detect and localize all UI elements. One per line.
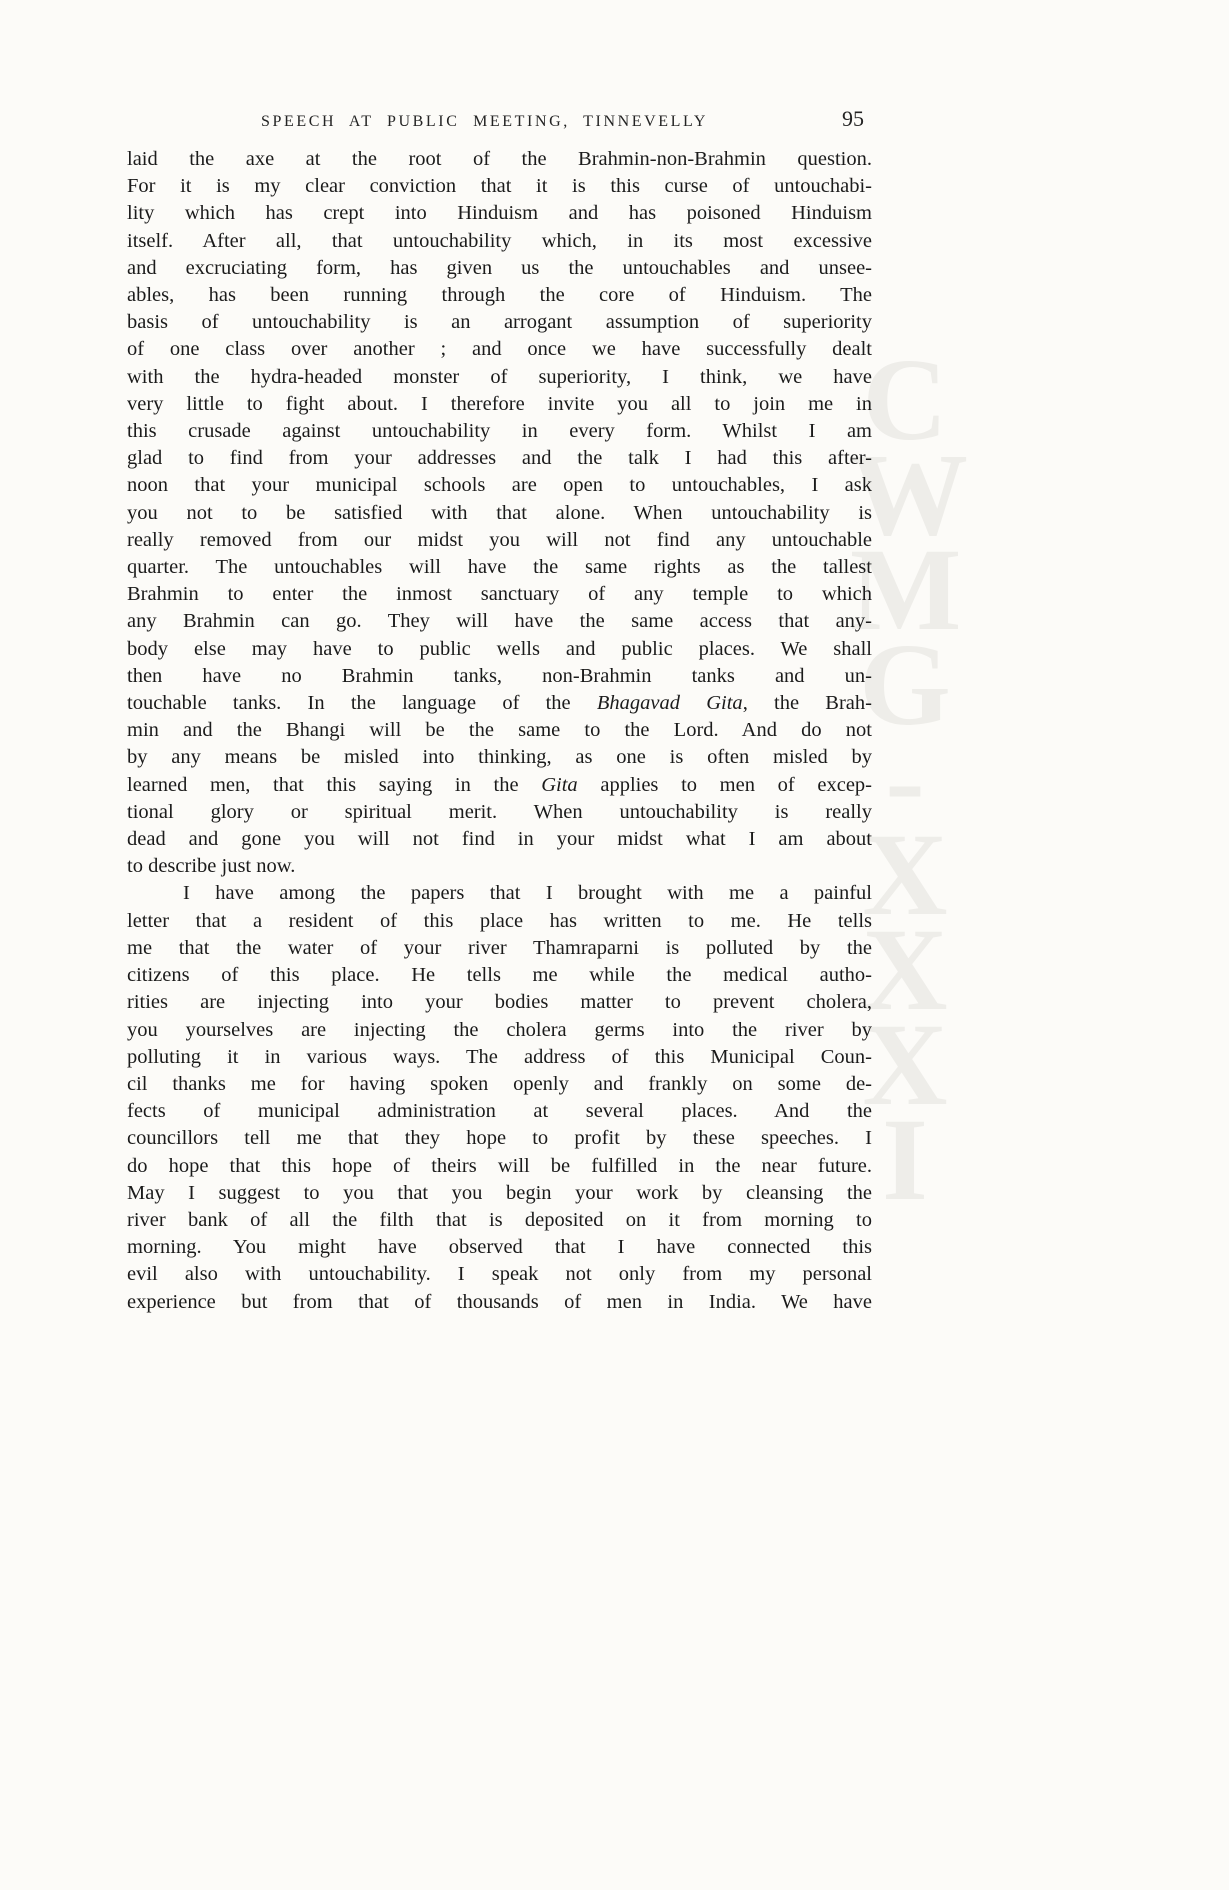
text-segment: this crusade against untouchability in every form. Whilst I am bbox=[127, 420, 872, 443]
watermark-letter: I bbox=[882, 1094, 928, 1225]
text-segment: morning. You might have observed that I have connected this bbox=[127, 1236, 872, 1259]
watermark-letter: X bbox=[862, 809, 948, 940]
text-line bbox=[127, 1071, 872, 1098]
text-line bbox=[127, 1207, 872, 1234]
page-number: 95 bbox=[842, 106, 864, 131]
text-segment: of one class over another ; and once we have successfully dealt bbox=[127, 338, 872, 361]
text-line bbox=[127, 1261, 872, 1288]
text-segment: quarter. The untouchables will have the same rights as the tallest bbox=[127, 556, 872, 579]
text-line bbox=[127, 799, 872, 826]
text-line bbox=[127, 364, 872, 391]
text-line bbox=[127, 663, 872, 690]
text-segment: councillors tell me that they hope to profit by these speeches. I bbox=[127, 1127, 872, 1150]
text-line bbox=[127, 880, 872, 907]
text-line bbox=[127, 608, 872, 635]
watermark-letter: X bbox=[862, 904, 948, 1035]
text-segment: to describe just now. bbox=[127, 855, 296, 878]
text-line bbox=[127, 282, 872, 309]
text-line bbox=[127, 690, 872, 717]
text-line bbox=[127, 935, 872, 962]
italic-text: Bhagavad Gita bbox=[596, 692, 743, 715]
text-line bbox=[127, 472, 872, 499]
text-segment: cil thanks me for having spoken openly and frankly on some de- bbox=[127, 1072, 872, 1095]
text-segment: itself. After all, that untouchability which, in its most excessive bbox=[127, 229, 872, 252]
text-segment: any Brahmin can go. They will have the same access that any- bbox=[127, 610, 872, 633]
text-segment: do hope that this hope of theirs will be fulfilled in the near future. bbox=[127, 1154, 872, 1177]
text-line bbox=[127, 1098, 872, 1125]
text-segment: by any means be misled into thinking, as one is often misled by bbox=[127, 746, 872, 769]
text-line bbox=[127, 908, 872, 935]
text-segment: me that the water of your river Thamraparni is polluted by the bbox=[127, 936, 872, 959]
text-line bbox=[127, 173, 872, 200]
text-line bbox=[127, 1180, 872, 1207]
text-segment: , the Brah- bbox=[742, 692, 872, 715]
text-line bbox=[127, 826, 872, 853]
text-segment: touchable tanks. In the language of the bbox=[127, 692, 597, 715]
watermark-letter: G bbox=[859, 619, 951, 750]
text-segment: learned men, that this saying in the bbox=[127, 773, 542, 796]
text-segment: Brahmin to enter the inmost sanctuary of any temple to which bbox=[127, 583, 872, 606]
text-line bbox=[127, 200, 872, 227]
text-segment: with the hydra-headed monster of superiority, I think, we have bbox=[127, 365, 872, 388]
text-line bbox=[127, 146, 872, 173]
text-line bbox=[127, 1017, 872, 1044]
paragraph bbox=[127, 880, 872, 1315]
text-segment: then have no Brahmin tanks, non-Brahmin tanks and un- bbox=[127, 664, 872, 687]
text-line bbox=[127, 309, 872, 336]
page-header bbox=[127, 106, 872, 140]
text-line bbox=[127, 989, 872, 1016]
text-line bbox=[127, 853, 872, 880]
text-segment: very little to fight about. I therefore invite you all to join me in bbox=[127, 392, 872, 415]
text-segment: lity which has crept into Hinduism and has poisoned Hinduism bbox=[127, 202, 872, 225]
text-line bbox=[127, 581, 872, 608]
text-segment: min and the Bhangi will be the same to the Lord. And do not bbox=[127, 719, 872, 742]
text-segment: evil also with untouchability. I speak not only from my personal bbox=[127, 1263, 872, 1286]
text-line bbox=[127, 1153, 872, 1180]
text-segment: tional glory or spiritual merit. When untouchability is really bbox=[127, 800, 872, 823]
text-line bbox=[127, 418, 872, 445]
watermark-letter: - bbox=[885, 714, 925, 845]
text-line bbox=[127, 228, 872, 255]
text-line bbox=[127, 744, 872, 771]
italic-text: Gita bbox=[541, 773, 578, 796]
text-segment: letter that a resident of this place has written to me. He tells bbox=[127, 909, 872, 932]
text-segment: polluting it in various ways. The address of this Municipal Coun- bbox=[127, 1045, 872, 1068]
text-line bbox=[127, 962, 872, 989]
text-line bbox=[127, 255, 872, 282]
text-segment: ables, has been running through the core of Hinduism. The bbox=[127, 284, 872, 307]
text-line bbox=[127, 1044, 872, 1071]
page-body bbox=[127, 146, 872, 1316]
text-line bbox=[127, 772, 872, 799]
text-segment: For it is my clear conviction that it is this curse of untouchabi- bbox=[127, 175, 872, 198]
text-line bbox=[127, 336, 872, 363]
watermark-letter: C bbox=[862, 334, 948, 465]
text-segment: dead and gone you will not find in your midst what I am about bbox=[127, 828, 872, 851]
text-line bbox=[127, 1234, 872, 1261]
text-segment: citizens of this place. He tells me while the medical autho- bbox=[127, 964, 872, 987]
text-segment: really removed from our midst you will not find any untouchable bbox=[127, 528, 872, 551]
text-line bbox=[127, 636, 872, 663]
text-segment: glad to find from your addresses and the talk I had this after- bbox=[127, 447, 872, 470]
text-line bbox=[127, 500, 872, 527]
text-line bbox=[127, 445, 872, 472]
text-line bbox=[127, 1125, 872, 1152]
text-segment: you yourselves are injecting the cholera germs into the river by bbox=[127, 1018, 872, 1041]
text-segment: fects of municipal administration at several places. And the bbox=[127, 1100, 872, 1123]
text-segment: basis of untouchability is an arrogant assumption of superiority bbox=[127, 311, 872, 334]
text-line bbox=[127, 717, 872, 744]
text-segment: May I suggest to you that you begin your work by cleansing the bbox=[127, 1181, 872, 1204]
text-segment: river bank of all the filth that is deposited on it from morning to bbox=[127, 1208, 872, 1231]
text-line bbox=[127, 554, 872, 581]
watermark-letter: W bbox=[850, 429, 968, 560]
text-segment: and excruciating form, has given us the untouchables and unsee- bbox=[127, 256, 872, 279]
text-segment: noon that your municipal schools are open to untouchables, I ask bbox=[127, 474, 872, 497]
paragraph bbox=[127, 146, 872, 880]
text-segment: rities are injecting into your bodies matter to prevent cholera, bbox=[127, 991, 872, 1014]
running-title: SPEECH AT PUBLIC MEETING, TINNEVELLY bbox=[261, 113, 708, 130]
text-line bbox=[127, 391, 872, 418]
text-segment: experience but from that of thousands of men in India. We have bbox=[127, 1290, 872, 1313]
text-segment: I have among the papers that I brought with me a painful bbox=[183, 882, 872, 905]
watermark-letter: M bbox=[850, 524, 962, 655]
text-line bbox=[127, 1289, 872, 1316]
watermark-letter: X bbox=[862, 999, 948, 1130]
text-line bbox=[127, 527, 872, 554]
text-segment: applies to men of excep- bbox=[577, 773, 872, 796]
text-segment: laid the axe at the root of the Brahmin-non-Brahmin question. bbox=[127, 148, 872, 170]
text-segment: body else may have to public wells and public places. We shall bbox=[127, 637, 872, 660]
text-segment: you not to be satisfied with that alone. When untouchability is bbox=[127, 501, 872, 524]
